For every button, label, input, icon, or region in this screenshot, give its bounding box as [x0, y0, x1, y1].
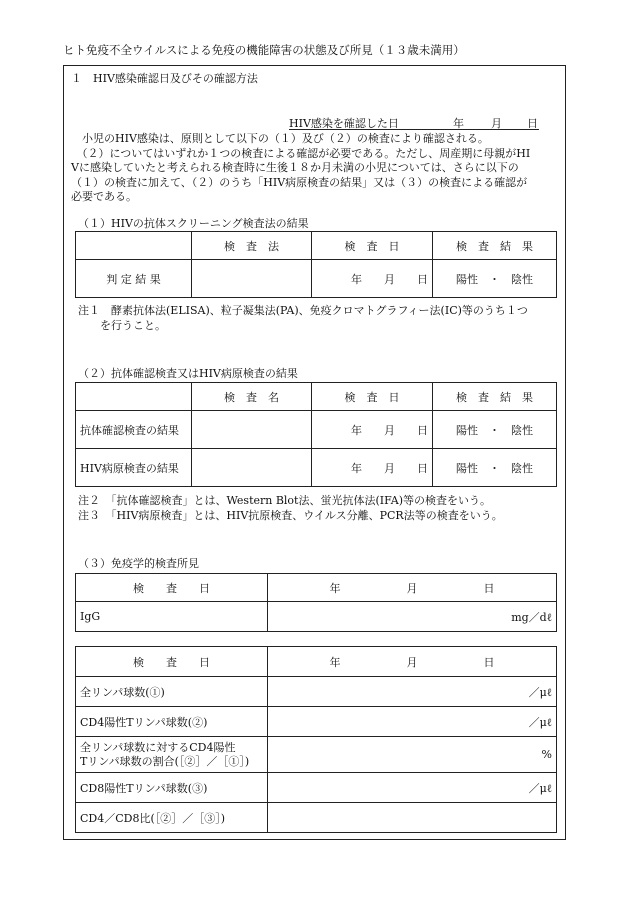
date-input[interactable]: 年 月 日: [268, 574, 557, 602]
para-line: Vに感染していたと考えられる検査時に生後１８か月未満の小児については、さらに以下の: [71, 161, 519, 174]
igg-value[interactable]: mg／dℓ: [268, 602, 557, 632]
month-label: 月: [491, 117, 502, 130]
cd8-value[interactable]: ／μℓ: [268, 773, 557, 803]
col-name: 検 査 名: [192, 383, 312, 411]
empty-cell: [76, 383, 192, 411]
row-label-hiv-pathogen: HIV病原検査の結果: [76, 449, 192, 487]
date-input[interactable]: 年 月 日: [312, 449, 433, 487]
col-method: 検 査 法: [192, 232, 312, 260]
note-line: を行うこと。: [78, 318, 166, 332]
ratio-line1: 全リンパ球数に対するCD4陽性: [80, 740, 236, 754]
igg-table: [75, 573, 557, 632]
row-label-antibody: 抗体確認検査の結果: [76, 411, 192, 449]
cd4-value[interactable]: ／μℓ: [268, 707, 557, 737]
cd4-cd8-ratio-value[interactable]: [268, 803, 557, 833]
para-line: （２）についてはいずれか１つの検査による確認が必要である。ただし、周産期に母親がHI: [71, 146, 531, 160]
test-name-input[interactable]: [192, 411, 312, 449]
result-options[interactable]: 陽性 ・ 陰性: [433, 260, 557, 298]
result-options[interactable]: 陽性 ・ 陰性: [433, 449, 557, 487]
row-cd4: CD4陽性Tリンパ球数(②): [76, 707, 268, 737]
lymphocyte-table: [75, 646, 557, 833]
col-date: 検 査 日: [312, 383, 433, 411]
ratio-line2: Tリンパ球数の割合(［②］／［①］): [80, 754, 250, 768]
result-options[interactable]: 陽性 ・ 陰性: [433, 411, 557, 449]
date-label: 検 査 日: [76, 647, 268, 677]
col-result: 検 査 結 果: [433, 232, 557, 260]
empty-cell: [76, 232, 192, 260]
row-cd4-cd8-ratio: CD4／CD8比(［②］／［③］): [76, 803, 268, 833]
sub1-heading: （１）HIVの抗体スクリーニング検査法の結果: [78, 217, 309, 230]
date-input[interactable]: 年 月 日: [268, 647, 557, 677]
para-line: （１）の検査に加えて、（２）のうち「HIV病原検査の結果」又は（３）の検査による確認が: [71, 175, 528, 189]
row-total-lymphocyte: 全リンパ球数(①): [76, 677, 268, 707]
confirm-date-line[interactable]: [289, 115, 539, 130]
col-date: 検 査 日: [312, 232, 433, 260]
total-lymphocyte-value[interactable]: ／μℓ: [268, 677, 557, 707]
note2: 注２ 「抗体確認検査」とは、Western Blot法、蛍光抗体法(IFA)等の検査をいう。: [78, 494, 492, 507]
note1: [78, 304, 563, 333]
note-line: 注１ 酵素抗体法(ELISA)、粒子凝集法(PA)、免疫クロマトグラフィー法(IC)等のうち１つ: [78, 304, 528, 317]
page-title: ヒト免疫不全ウイルスによる免疫の機能障害の状態及び所見（１３歳未満用）: [63, 43, 465, 57]
row-cd4-ratio: [76, 737, 268, 773]
confirmation-table: [75, 382, 557, 487]
section1-heading: １ HIV感染確認日及びその確認方法: [71, 72, 258, 85]
para-line: 必要である。: [71, 190, 137, 203]
igg-label: IgG: [76, 602, 268, 632]
date-label: 検 査 日: [76, 574, 268, 602]
day-label: 日: [527, 117, 538, 130]
note3: 注３ 「HIV病原検査」とは、HIV抗原検査、ウイルス分離、PCR法等の検査をいう。: [78, 508, 503, 522]
row-label-judgement: 判 定 結 果: [76, 260, 192, 298]
year-label: 年: [453, 117, 464, 130]
row-cd8: CD8陽性Tリンパ球数(③): [76, 773, 268, 803]
date-input[interactable]: 年 月 日: [312, 260, 433, 298]
sub2-heading: （２）抗体確認検査又はHIV病原検査の結果: [78, 367, 298, 380]
confirm-date-label: HIV感染を確認した日: [289, 117, 399, 130]
notes-2-3: [78, 494, 563, 523]
date-input[interactable]: 年 月 日: [312, 411, 433, 449]
para-line: 小児のHIV感染は、原則として以下の（１）及び（２）の検査により確認される。: [71, 132, 489, 145]
screening-table: [75, 231, 557, 298]
section1-paragraph: [71, 132, 563, 205]
test-name-input[interactable]: [192, 449, 312, 487]
cd4-ratio-value[interactable]: %: [268, 737, 557, 773]
method-input[interactable]: [192, 260, 312, 298]
sub3-heading: （３）免疫学的検査所見: [78, 557, 199, 570]
col-result: 検 査 結 果: [433, 383, 557, 411]
